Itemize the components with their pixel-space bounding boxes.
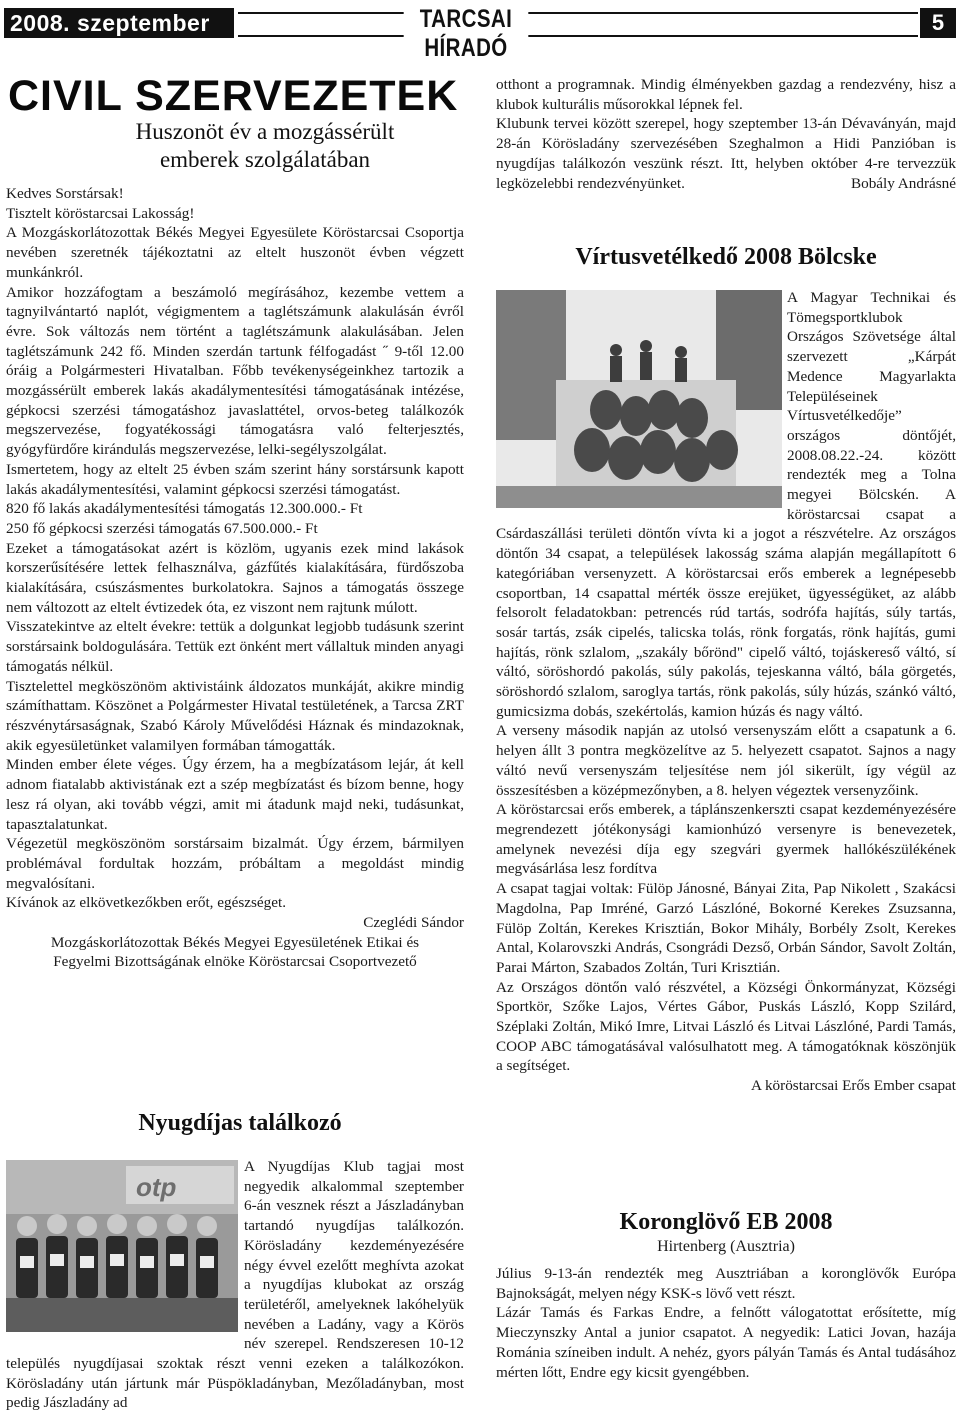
article1-title-line1: Huszonöt év a mozgássérült [135, 119, 395, 144]
article4-paragraph: A köröstarcsai erős emberek, a táplánszenkerszti csapat kezdeményezésére megrendezett jótékonysági kamionhúzó versenyre is benevezetek, amelynek nevezési díja egy szegvári gyermek hallókészülékének megvásárlása lesz fordítva [496, 801, 956, 878]
article4-paragraph: Az Országos döntőn való részvétel, a Községi Önkormányzat, Községi Sportkör, Szőke Lajos, Vértes Gábor, Puskás László, Kopp Szilárd, Széplaki Zoltán, Mikó Imre, Litvai László és Litvai Lászlóné, Pardi Tamás, COOP ABC támogatásával valósulhatott meg. A támogatóknak köszönjük a segítséget. [496, 978, 956, 1075]
article1-paragraph: 820 fő lakás akadálymentesítési támogatás 12.300.000.- Ft [6, 500, 363, 518]
article1-paragraph: Ezeket a támogatásokat azért is közlöm, ugyanis ezek mind lakások korszerűsítésére lettek felhasználva, gázfűtés kialakítására, fürdőszoba kialakítására, csúszásmentes burkolatokra. Sajnos a támogatás összege nem változott az eltelt évtizedek óta, ez viszont nem rajtunk múlott. [6, 539, 464, 616]
article1-paragraph: Minden ember élete véges. Úgy érzem, ha a megbízatásom lejár, át kell adnom fiatalabb aktivistának ezt a szép megbízatást és bízom benne, hogy lesz rá olyan, aki tovább végzi, amit mi átadunk majd neki, tudásunkat, tapasztalatunkat. [6, 756, 464, 833]
photo-float-spacer [496, 288, 787, 505]
section-title: CIVIL SZERVEZETEK [8, 72, 459, 120]
article2-title-wrap [6, 1110, 464, 1137]
article1-paragraph: 250 fő gépkocsi szerzési támogatás 67.500.000.- Ft [6, 519, 318, 537]
article1-signature-line2: Fegyelmi Bizottságának elnöke Köröstarcsai Csoportvezető [53, 953, 417, 971]
article3-paragraph: Klubunk tervei között szerepel, hogy szeptember 13-án Dévaványán, majd 28-án Körösladány szervezésében Szeghalmon a Hidi Panzióban is nyugdíjas találkozón veszünk részt. Itt, helyben október 4-re tervezzük legközelebbi rendezvényünket. [496, 115, 956, 192]
article1-title [66, 118, 464, 174]
article1-paragraph: Amikor hozzáfogtam a beszámoló megírásához, kezembe vettem a tagnyilvántartó naplót, végigmentem a taglétszámunk alakulásán évről évre. Sok változás nem történt a taglétszámunk alakulásában. Jelen taglétszámunk 242 fő. Minden szerdán tartunk félfogadást ˝ 9-től 12.00 óráig a Polgármesteri Hivatalban. Főbb tevékenységeinkhez tartozik a mozgássérült emberek lakás akadálymentesítési támogatásának intézése, gépkocsi szerzési támogatáshoz javaslattétel, orvos-beteg találkozók megszervezése, fogyatékossági támogatásra való felterjesztés, gyógyfürdőre kirándulás megszervezése, lelki-segélyszolgálat. [6, 283, 464, 459]
article1-signature-line1: Mozgáskorlátozottak Békés Megyei Egyesületének Etikai és [50, 933, 420, 951]
article1-paragraph: Kedves Sorstársak! [6, 185, 124, 202]
article1-signature-title [6, 933, 464, 972]
article4-signature: A köröstarcsai Erős Ember csapat [751, 1077, 956, 1095]
article1-paragraph: Tisztelettel megköszönöm aktivistáink áldozatos munkáját, akikre mindig számíthattam. Köszönet a Polgármester Hivatal testületének, a Tarcsa ZRT részvénytársaságnak, Szabó Károly Művelődési Háznak és mindazoknak, akik egyesületünket valamilyen formában támogatták. [6, 677, 464, 754]
otp-sign-text: otp [136, 1172, 177, 1202]
article1-paragraph: Tisztelt köröstarcsai Lakosság! [6, 204, 195, 222]
article3-paragraph: otthont a programnak. Mindig élményekben gazdag a rendezvény, hisz a klubok kulturális műsorokkal lépnek fel. [496, 76, 956, 113]
article1-paragraph: Visszatekintve az eltelt évekre: tettük a dolgunkat legjobb tudásunk szerint sorstársaink boldogulására. Tettük ezt önként mert vállaltuk minden anyagi támogatás nélkül. [6, 618, 464, 675]
article1-paragraph: A Mozgáskorlátozottak Békés Megyei Egyesülete Köröstarcsai Csoportja nevében szeretnék tájékoztatni az eltelt huszonöt évben végzett munkánkról. [6, 224, 464, 281]
article5-paragraph: Július 9-13-án rendezték meg Ausztriában a koronglövők Európa Bajnokságát, melyen négy KSK-s lövő vett részt. [496, 1265, 956, 1302]
article4-paragraph: A csapat tagjai voltak: Fülöp Jánosné, Bányai Zita, Pap Nikolett , Szakácsi Magdolna, Pap Imréné, Garzó Lászlóné, Bokorné Kerekes Zsuzsanna, Fülöp Zoltán, Kerekes Krisztián, Bokor Mihály, Borbély Zsolt, Kerekes Antal, Kolarovszki András, Csongrádi Dezső, Orbán Sándor, Savolt Zoltán, Parai Márton, Szabados Zoltán, Turi Krisztián. [496, 880, 956, 976]
article1-paragraph: Végezetül megköszönöm sorstársaim bizalmát. Úgy érzem, bármilyen problémával fordultak hozzám, próbáltam a megoldást mindig megvalósítani. [6, 835, 464, 892]
article1-title-line2: emberek szolgálatában [159, 147, 371, 172]
article5-subtitle: Hirtenberg (Ausztria) [657, 1238, 795, 1255]
header-date: 2008. szeptember [10, 10, 210, 36]
article3-signature: Bobály Andrásné [850, 174, 956, 192]
article4-paragraph: A verseny második napján az utolsó versenyszám előtt a csapatunk a 6. helyen állt 3 pontra megközelítve az 5. helyezett csapatot. Sajnos a nagy váltó nevű versenyszám teljesítése nem jól sikerült, így végül az összesítésben a középmezőnyben, a 8. helyen végeztek versenyzőink. [496, 722, 956, 799]
header-rule-top [238, 12, 918, 14]
article-nyugdijas [6, 1157, 464, 1413]
article5-title: Koronglövő EB 2008 [619, 1209, 833, 1235]
article5-paragraph: Lázár Tamás és Farkas Endre, a felnőtt válogatottat erősítette, míg Mieczynszky Antal a junior csapatot. A negyedik: Latici Jovan, hazája Románia színeiben indult. A nehéz, gyors pályán Tamás és Antal tudásához mérten lőtt, Endre egy kicsit gyengébben. [496, 1304, 956, 1381]
article-koronglovo [496, 1208, 956, 1382]
article1-paragraph: Ismertetem, hogy az eltelt 25 évben szám szerint hány sorstársunk kapott lakás akadálymentesítési, valamint gépkocsi szerzési támogatást. [6, 460, 464, 498]
article4-title-wrap [496, 244, 956, 271]
article4-paragraph: A Magyar Technikai és Tömegsportklubok Országos Szövetsége által szervezett „Kárpát Medence Magyarlakta Településeinek Vírtusvetélkedője” országos döntőjét, 2008.08.22.-24. között rendezték meg a Tolna megyei Bölcskén. A köröstarcsai csapat a Csárdaszállási területi döntőn vívta ki a jogot a részvételre. Az országos döntőn 34 csapat, a települések lakosság száma alapján megállapított 6 kategóriában versenyzett. A köröstarcsai erős emberek a legnépesebb csoportban, 14 csapattal mérték össze erejüket, ügyességüket, az alább felsorolt feladatokban: petrencés rúd tartás, sodrófa hajítás, súly tartás, sosár tartás, zsák cipelés, talicska tolás, rönk forgatás, rönk hajítás, gumi hajítás, rönk szlalom, „szakály bőrönd" cipelő váltó, tojáskereső váltó, sí váltó, söröshordó pakolás, súly pakolás, tejeskanna váltó, bála görgetés, söröshordó szlalom, saroglya tartás, rönk pakolás, súly húzás, szánkó váltó, gumicsizma dobás, szekértolás, kamion húzás és nagy váltó. [496, 289, 956, 720]
article-mozgasserult [6, 118, 464, 972]
article-virtus [496, 288, 956, 1096]
header-rule-bottom [238, 35, 918, 37]
article1-signature-name: Czeglédi Sándor [363, 914, 464, 932]
photo-float-spacer [6, 1157, 244, 1341]
article2-title: Nyugdíjas találkozó [138, 1110, 342, 1136]
article2-paragraph: A Nyugdíjas Klub tagjai most negyedik alkalommal szeptember 6-án vesznek részt a Jászladányban tartandó nyugdíjas találkozón. Körösladány kezdeményezésére négy évvel ezelőtt meghívta azokat a nyugdíjas klubokat az ország területéről, amelyeknek lakóhelyük nevében a Ladány, vagy a Körös név szerepel. Rendszeresen 10-12 település nyugdíjasai szoktak részt venni ezeken a találkozókon. Körösladány után jártunk már Püspökladányban, Mezőladányban, most pedig Jászladány ad [6, 1158, 464, 1412]
article4-title: Vírtusvetélkedő 2008 Bölcske [575, 244, 877, 270]
article-nyugdijas-continued [496, 75, 956, 193]
article1-paragraph: Kívánok az elkövetkezőkben erőt, egészséget. [6, 894, 287, 912]
page-number: 5 [920, 8, 956, 38]
newspaper-title: TARCSAI HÍRADÓ [404, 5, 529, 63]
